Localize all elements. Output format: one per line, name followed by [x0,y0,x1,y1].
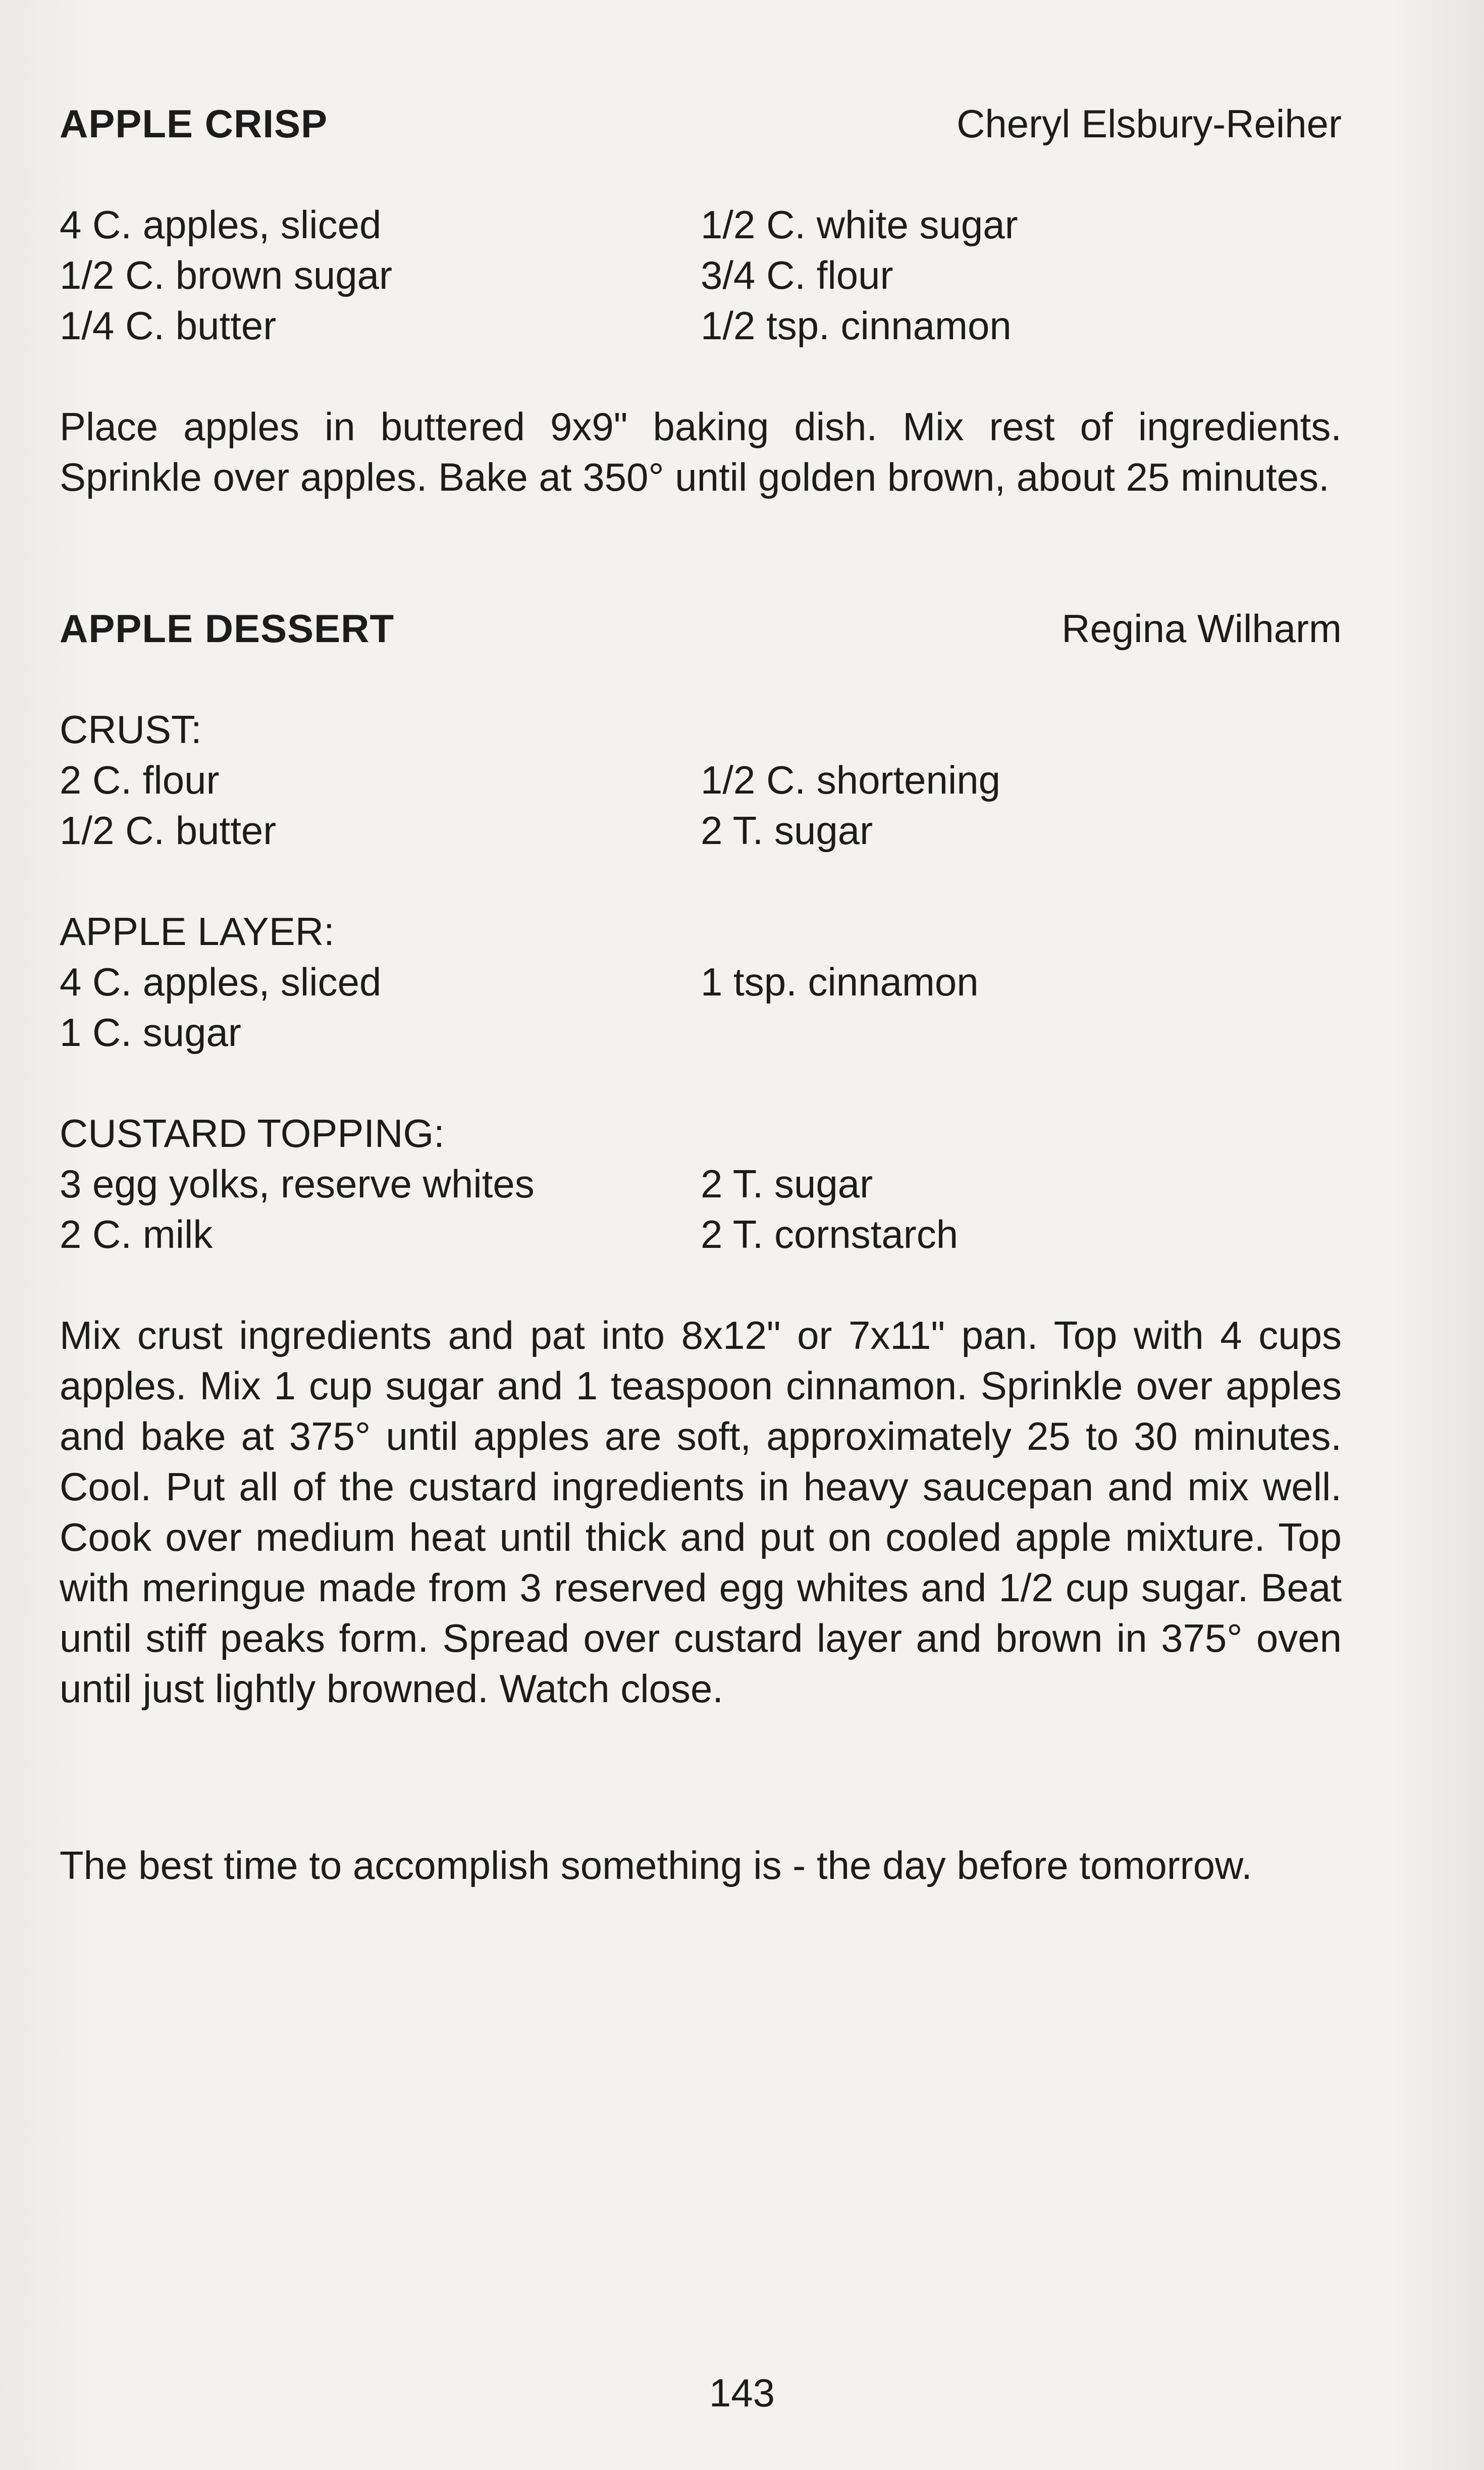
recipe-header-apple-crisp [60,98,1342,149]
recipe-author: Regina Wilharm [1062,606,1342,651]
ingredient: 1 C. sugar [60,1010,241,1055]
ingredient: 2 T. sugar [701,1162,873,1206]
section-label: APPLE LAYER: [60,909,335,954]
ingredient: 3 egg yolks, reserve whites [60,1162,535,1206]
ingredient: 1/2 C. white sugar [701,202,1018,247]
ingredient: 1 tsp. cinnamon [701,960,979,1004]
page-number: 143 [709,2371,775,2415]
ingredient: 2 T. cornstarch [701,1212,959,1256]
filler-quote: The best time to accomplish something is - the day before tomorrow. [60,1843,1252,1887]
ingredient: 3/4 C. flour [701,253,893,297]
recipe-author: Cheryl Elsbury-Reiher [957,101,1342,146]
ingredient: 1/2 tsp. cinnamon [701,303,1012,348]
ingredient: 2 C. flour [60,758,220,802]
recipe-header-apple-dessert [60,603,1342,654]
page-content [60,98,1342,1890]
ingredient-list-apple-layer [60,957,1342,1058]
recipe-directions: Mix crust ingredients and pat into 8x12" or 7x11" pan. Top with 4 cups apples. Mix 1 cup sugar and 1 teaspoon cinnamon. Sprinkle over apples and bake at 375° until apples are soft, approximately 25 to 30 minutes. Cool. Put all of the custard ingredients in heavy saucepan and mix well. Cook over medium heat until thick and put on cooled apple mixture. Top with meringue made from 3 reserved egg whites and 1/2 cup sugar. Beat until stiff peaks form. Spread over custard layer and brown in 375° oven until just lightly browned. Watch close. [60,1313,1342,1711]
ingredient: 2 T. sugar [701,808,873,853]
ingredient: 4 C. apples, sliced [60,960,382,1004]
ingredient: 1/2 C. butter [60,808,277,853]
recipe-title: APPLE DESSERT [60,606,395,651]
ingredient [701,1007,1342,1058]
ingredient: 2 C. milk [60,1212,213,1256]
ingredient: 1/2 C. brown sugar [60,253,393,297]
section-label: CUSTARD TOPPING: [60,1111,445,1155]
recipe-directions: Place apples in buttered 9x9" baking dish. Mix rest of ingredients. Sprinkle over apples. Bake at 350° until golden brown, about 25 minutes. [60,404,1342,499]
ingredient-list-custard-topping [60,1159,1342,1259]
ingredient-list-crust [60,755,1342,856]
section-label: CRUST: [60,707,202,752]
ingredient: 1/2 C. shortening [701,758,1001,802]
ingredient-list [60,199,1342,351]
ingredient: 4 C. apples, sliced [60,202,382,247]
ingredient: 1/4 C. butter [60,303,277,348]
recipe-title: APPLE CRISP [60,101,328,146]
